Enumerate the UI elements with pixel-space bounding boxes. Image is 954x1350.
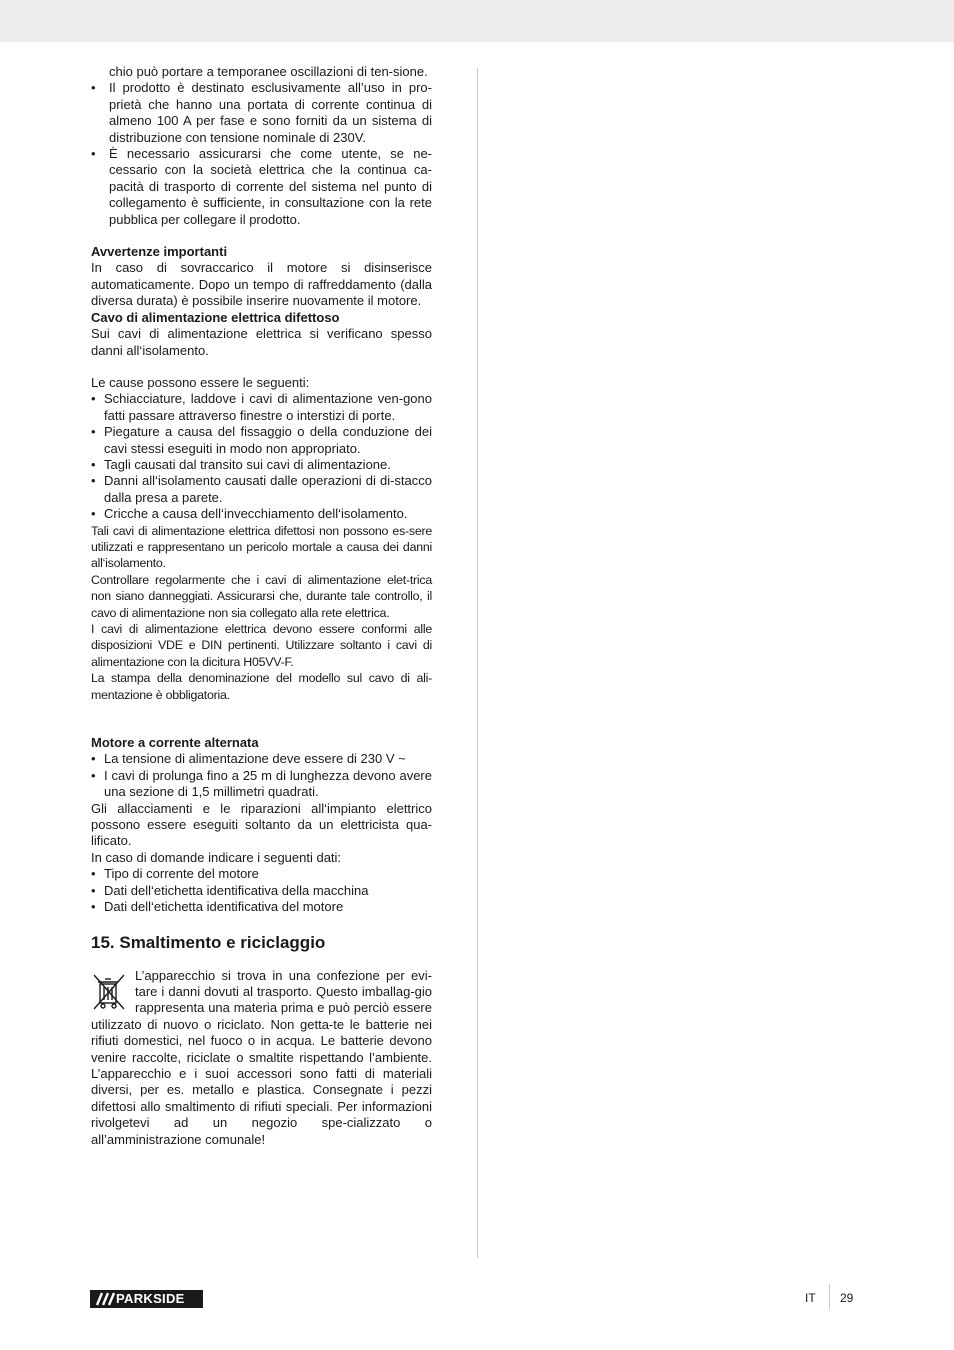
crossed-out-wheelie-bin-icon	[91, 972, 127, 1012]
section-title: 15. Smaltimento e riciclaggio	[91, 932, 326, 952]
list-item: • Dati dell‘etichetta identificativa del motore	[91, 899, 432, 915]
list-item: • Danni all‘isolamento causati dalle operazioni di di-stacco dalla presa a parete.	[91, 473, 432, 506]
cable-paragraph: La stampa della denominazione del modello sul cavo di ali-mentazione è obbligatoria.	[91, 671, 432, 702]
column-divider	[477, 68, 478, 1258]
motor-data-list	[91, 866, 432, 915]
list-item: • È necessario assicurarsi che come utente, se ne-cessario con la società elettrica che la continua ca-pacità di trasporto di corrente del sistema nel punto di collegamento è sufficiente, in consultazione con la rete pubblica per collegare il prodotto.	[91, 146, 432, 228]
warnings-heading: Avvertenze importanti	[91, 244, 228, 260]
list-item: • Tipo di corrente del motore	[91, 866, 432, 882]
list-item: • Il prodotto è destinato esclusivamente all’uso in pro-prietà che hanno una portata di corrente continua di almeno 100 A per fase e sono forniti da un sistema di distribuzione con tensione nominale di 230V.	[91, 80, 432, 146]
cable-paragraph: Tali cavi di alimentazione elettrica difettosi non possono es-sere utilizzati e rappresentano un pericolo mortale a causa dei danni all‘isolamento.	[91, 523, 432, 571]
header-band	[0, 0, 954, 42]
intro-bullet-list	[91, 80, 432, 228]
list-item: • Tagli causati dal transito sui cavi di alimentazione.	[91, 457, 432, 473]
logo-slashes-icon	[94, 1290, 116, 1308]
causes-list	[91, 391, 432, 522]
brand-name: PARKSIDE	[116, 1291, 185, 1306]
list-item: • Schiacciature, laddove i cavi di alimentazione ven-gono fatti passare attraverso finestre o interstizi di porte.	[91, 391, 432, 424]
motor-bullet-list	[91, 751, 432, 800]
list-item: • I cavi di prolunga fino a 25 m di lunghezza devono avere una sezione di 1,5 millimetri quadrati.	[91, 768, 432, 801]
list-item: • La tensione di alimentazione deve essere di 230 V ~	[91, 751, 432, 767]
left-column	[91, 64, 432, 1148]
cable-paragraph: I cavi di alimentazione elettrica devono essere conformi alle disposizioni VDE e DIN pertinenti. Utilizzare soltanto i cavi di alimentazione con la dicitura H05VV-F.	[91, 622, 432, 669]
motor-paragraph: Gli allacciamenti e le riparazioni all‘impianto elettrico possono essere eseguiti soltanto da un elettricista qua-lificato.	[91, 800, 432, 849]
intro-continuation: chio può portare a temporanee oscillazioni di ten-sione.	[109, 64, 428, 79]
list-item: • Dati dell‘etichetta identificativa della macchina	[91, 883, 432, 899]
motor-heading: Motore a corrente alternata	[91, 735, 259, 751]
motor-paragraph: In caso di domande indicare i seguenti dati:	[91, 849, 342, 865]
language-code: IT	[805, 1291, 816, 1305]
disposal-text: L’apparecchio si trova in una confezione per evi-tare i danni dovuti al trasporto. Questo imballag-gio rappresenta una materia prima e può perciò essere utilizzato di nuovo o riciclato. Non getta-te le batterie nei rifiuti domestici, nel fuoco o in acqua. Le batterie devono venire raccolte, riciclate o smaltite rispettando l’ambiente. L’apparecchio e i suoi accessori sono fatti di materiali diversi, per es. metallo e plastica. Consegnate i pezzi difettosi allo smaltimento di rifiuti speciali. Per informazioni rivolgetevi ad un negozio spe-cializzato o all’amministrazione comunale!	[91, 967, 432, 1147]
footer-divider	[829, 1284, 830, 1309]
page-number: 29	[840, 1291, 854, 1305]
list-item: • Cricche a causa dell‘invecchiamento dell‘isolamento.	[91, 506, 432, 522]
cable-heading: Cavo di alimentazione elettrica difettoso	[91, 309, 340, 325]
cable-paragraph: Controllare regolarmente che i cavi di alimentazione elet-trica non siano danneggiati. Assicurarsi che, durante tale controllo, il cavo di alimentazione non sia collegato alla rete elettrica.	[91, 572, 432, 620]
warnings-text: In caso di sovraccarico il motore si disinserisce automaticamente. Dopo un tempo di raffreddamento (dalla diversa durata) è possibile inserire nuovamente il motore.	[91, 260, 432, 309]
cable-text: Sui cavi di alimentazione elettrica si verificano spesso danni all‘isolamento.	[91, 326, 432, 358]
brand-logo	[90, 1290, 203, 1308]
list-item: • Piegature a causa del fissaggio o della conduzione dei cavi stessi eseguiti in modo non appropriato.	[91, 424, 432, 457]
causes-intro: Le cause possono essere le seguenti:	[91, 374, 310, 390]
disposal-block	[91, 968, 432, 1148]
